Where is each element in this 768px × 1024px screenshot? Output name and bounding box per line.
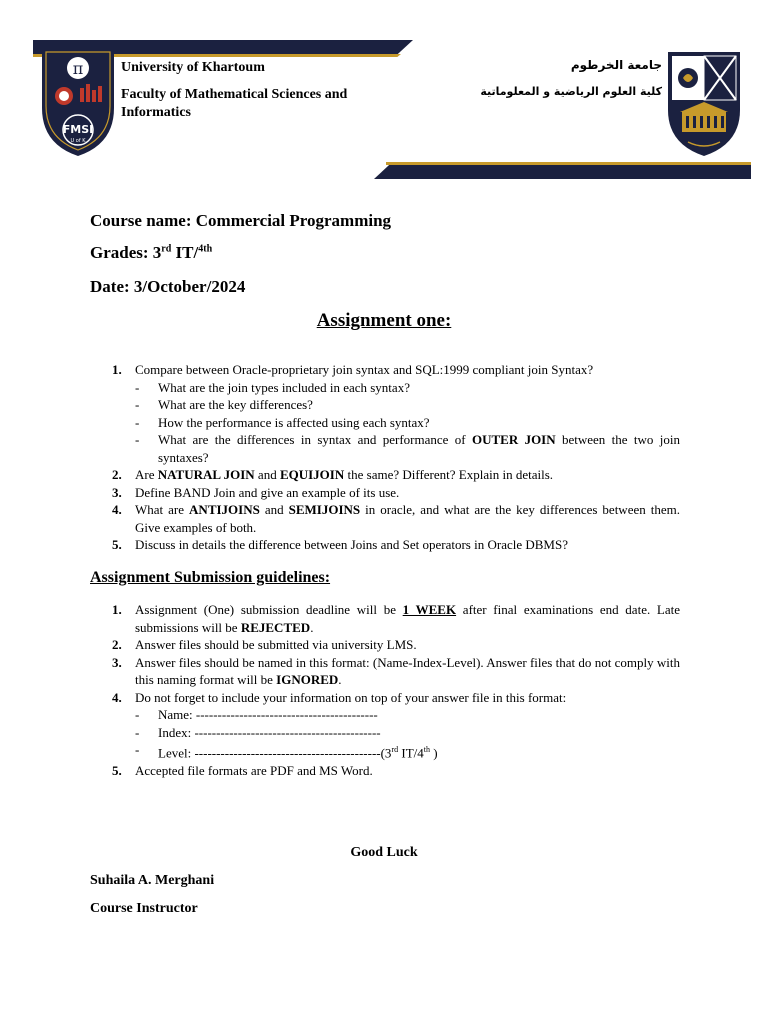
bold-term: ANTIJOINS bbox=[189, 502, 260, 517]
sub-question: - What are the key differences? bbox=[135, 397, 313, 412]
grades-sup-rd: rd bbox=[161, 243, 172, 255]
guidelines-title: Assignment Submission guidelines: bbox=[90, 569, 331, 586]
question-text: Compare between Oracle-proprietary join syntax and SQL:1999 compliant join Syntax? bbox=[135, 362, 594, 377]
pi-symbol: π bbox=[72, 59, 84, 78]
question-number: 4. bbox=[112, 502, 122, 517]
guideline-text: after final examinations end date. Late submissions will be bbox=[135, 602, 681, 635]
bold-term: OUTER JOIN bbox=[471, 432, 556, 447]
sub-question-text: What are the differences in syntax and performance of bbox=[158, 432, 472, 447]
assignment-title: Assignment one: bbox=[316, 310, 452, 331]
sub-question-text: What are the join types included in each syntax? bbox=[158, 379, 410, 395]
question-number: 2. bbox=[112, 467, 122, 482]
course-name: Course name: Commercial Programming bbox=[90, 211, 392, 230]
guideline-number: 3. bbox=[112, 654, 122, 670]
guideline-1 bbox=[90, 601, 680, 636]
sub-question: - What are the join types included in each syntax? bbox=[135, 379, 410, 395]
instructor-name: Suhaila A. Merghani bbox=[90, 873, 215, 888]
bold-term: EQUIJOIN bbox=[279, 467, 345, 482]
header-band-bottom bbox=[374, 165, 751, 179]
grades-prefix: Grades: 3 bbox=[90, 243, 162, 262]
info-field-index: - Index: ------------------------------------------- bbox=[135, 724, 381, 740]
guideline-5 bbox=[90, 762, 680, 780]
grades-mid: IT/ bbox=[171, 243, 199, 262]
bold-term: IGNORED bbox=[276, 672, 339, 687]
guideline-number: 5. bbox=[112, 762, 122, 778]
guidelines-list bbox=[90, 601, 680, 779]
header-band-bottom-gold bbox=[386, 162, 751, 165]
info-field-text: ) bbox=[429, 745, 438, 761]
university-name-en: University of Khartoum bbox=[121, 60, 265, 75]
info-field-name: - Name: ------------------------------------------ bbox=[135, 707, 378, 722]
sub-question: - How the performance is affected using each syntax? bbox=[135, 414, 430, 430]
question-1 bbox=[90, 361, 680, 466]
guideline-4 bbox=[90, 689, 680, 762]
question-text: What are bbox=[135, 502, 190, 517]
guideline-text: Assignment (One) submission deadline will be bbox=[135, 602, 403, 617]
question-3 bbox=[90, 484, 680, 502]
fmsi-logo-subtext: U of K bbox=[70, 138, 86, 144]
superscript: rd bbox=[391, 745, 399, 754]
question-number: 3. bbox=[112, 484, 122, 500]
info-field-text: Level: -------------------------------------------(3 bbox=[158, 745, 392, 761]
faculty-name-en: Faculty of Mathematical Sciences and Informatics bbox=[121, 87, 348, 120]
info-field-text: Index: ------------------------------------------- bbox=[158, 724, 381, 740]
guideline-text: Accepted file formats are PDF and MS Word. bbox=[135, 762, 373, 778]
question-5 bbox=[90, 536, 680, 554]
question-number: 1. bbox=[112, 362, 122, 377]
guideline-text: Answer files should be named in this format: (Name-Index-Level). Answer files that do not comply with this naming format will be bbox=[135, 654, 680, 687]
uofk-crest-logo bbox=[666, 50, 742, 158]
grades bbox=[90, 243, 212, 263]
question-text: in oracle, and what are the key differences between them. Give examples of both. bbox=[135, 502, 680, 535]
bold-term: REJECTED bbox=[240, 619, 311, 635]
question-text: and bbox=[259, 502, 289, 517]
guideline-2 bbox=[90, 636, 680, 654]
guideline-number: 4. bbox=[112, 689, 122, 705]
question-text: the same? Different? Explain in details. bbox=[344, 467, 554, 482]
good-luck: Good Luck bbox=[350, 845, 418, 860]
superscript: th bbox=[423, 745, 430, 754]
bold-term: SEMIJOINS bbox=[288, 502, 361, 517]
question-4 bbox=[90, 501, 680, 536]
sub-question: - What are the differences in syntax and performance of OUTER JOIN between the two join syntaxes? bbox=[135, 432, 680, 465]
guideline-text: Do not forget to include your information on top of your answer file in this format: bbox=[135, 689, 567, 705]
sub-question-text: What are the key differences? bbox=[158, 397, 313, 412]
question-text: Are bbox=[135, 467, 158, 482]
grades-sup-4th: 4th bbox=[198, 243, 213, 255]
guideline-3 bbox=[90, 654, 680, 689]
sub-question-text: How the performance is affected using each syntax? bbox=[158, 414, 430, 430]
question-text: Define BAND Join and give an example of its use. bbox=[135, 484, 400, 500]
faculty-name-ar: كلية العلوم الرياضية و المعلوماتية bbox=[480, 85, 662, 98]
university-name-ar: جامعة الخرطوم bbox=[570, 58, 662, 72]
info-field-text: IT/4 bbox=[398, 745, 424, 761]
guideline-number: 2. bbox=[112, 637, 122, 652]
date: Date: 3/October/2024 bbox=[90, 277, 246, 296]
guideline-text: . bbox=[338, 672, 342, 687]
bold-term: 1 WEEK bbox=[402, 602, 457, 617]
instructor-title: Course Instructor bbox=[90, 901, 198, 916]
info-field-level: - Level: -------------------------------------------(3rd IT/4th ) bbox=[135, 742, 438, 761]
sub-question-text: between the two join syntaxes? bbox=[158, 432, 680, 465]
guideline-number: 1. bbox=[112, 602, 122, 617]
guideline-text: . bbox=[310, 619, 314, 635]
fmsi-logo-text: FMSI bbox=[62, 123, 94, 136]
info-field-text: Name: ------------------------------------------ bbox=[158, 707, 378, 722]
question-text: and bbox=[254, 467, 280, 482]
fmsi-logo bbox=[40, 46, 116, 158]
question-2 bbox=[90, 466, 680, 484]
guideline-text: Answer files should be submitted via university LMS. bbox=[135, 637, 417, 652]
question-number: 5. bbox=[112, 537, 122, 552]
questions-list bbox=[90, 361, 680, 554]
bold-term: NATURAL JOIN bbox=[157, 467, 255, 482]
question-text: Discuss in details the difference between Joins and Set operators in Oracle DBMS? bbox=[135, 537, 568, 552]
